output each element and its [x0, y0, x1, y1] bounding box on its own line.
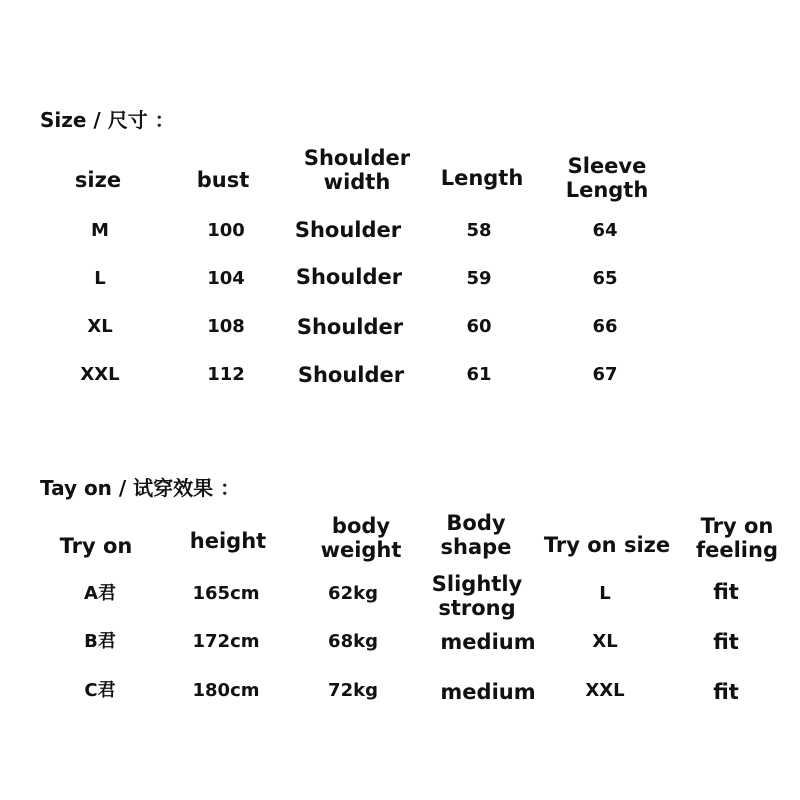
col-header-body-weight: body weight: [320, 514, 402, 562]
height-cell: 180cm: [192, 680, 260, 701]
col-header-try-on-size: Try on size: [543, 533, 671, 557]
sleeve-length-cell: 67: [592, 364, 618, 385]
length-cell: 60: [466, 316, 492, 337]
bust-cell: 100: [207, 220, 245, 241]
length-cell: 59: [466, 268, 492, 289]
body-shape-cell: medium: [440, 630, 536, 654]
weight-cell: 62kg: [328, 583, 378, 604]
height-cell: 165cm: [192, 583, 260, 604]
size-cell: XL: [87, 316, 113, 337]
bust-cell: 112: [207, 364, 245, 385]
col-header-height: height: [189, 529, 267, 553]
col-header-body-shape: Body shape: [440, 511, 512, 559]
length-cell: 58: [466, 220, 492, 241]
height-cell: 172cm: [192, 631, 260, 652]
bust-cell: 108: [207, 316, 245, 337]
sleeve-length-cell: 65: [592, 268, 618, 289]
col-header-length: Length: [440, 166, 524, 190]
weight-cell: 72kg: [328, 680, 378, 701]
try-on-size-cell: L: [599, 583, 611, 604]
weight-cell: 68kg: [328, 631, 378, 652]
col-header-bust: bust: [196, 168, 250, 192]
col-header-sleeve-length: Sleeve Length: [565, 154, 649, 202]
size-cell: XXL: [80, 364, 120, 385]
size-cell: L: [94, 268, 106, 289]
try-on-feeling-cell: fit: [713, 680, 739, 704]
size-cell: M: [91, 220, 109, 241]
try-on-person-cell: C君: [84, 680, 116, 701]
shoulder-cell: Shoulder: [294, 218, 402, 242]
col-header-shoulder-width: Shoulder width: [303, 146, 411, 194]
try-on-person-cell: A君: [84, 583, 116, 604]
try-on-size-cell: XL: [592, 631, 618, 652]
length-cell: 61: [466, 364, 492, 385]
try-on-feeling-cell: fit: [713, 580, 739, 604]
size-heading: Size / 尺寸 ：: [40, 108, 175, 132]
try-on-feeling-cell: fit: [713, 630, 739, 654]
body-shape-cell: Slightly strong: [431, 572, 523, 620]
try-on-person-cell: B君: [84, 631, 116, 652]
bust-cell: 104: [207, 268, 245, 289]
sleeve-length-cell: 66: [592, 316, 618, 337]
shoulder-cell: Shoulder: [296, 315, 404, 339]
sleeve-length-cell: 64: [592, 220, 618, 241]
col-header-try-on-feeling: Try on feeling: [695, 514, 779, 562]
col-header-size: size: [74, 168, 122, 192]
shoulder-cell: Shoulder: [295, 265, 403, 289]
try-on-size-cell: XXL: [585, 680, 625, 701]
body-shape-cell: medium: [440, 680, 536, 704]
col-header-try-on: Try on: [59, 534, 133, 558]
shoulder-cell: Shoulder: [297, 363, 405, 387]
tryon-heading: Tay on / 试穿效果 ：: [40, 476, 241, 500]
